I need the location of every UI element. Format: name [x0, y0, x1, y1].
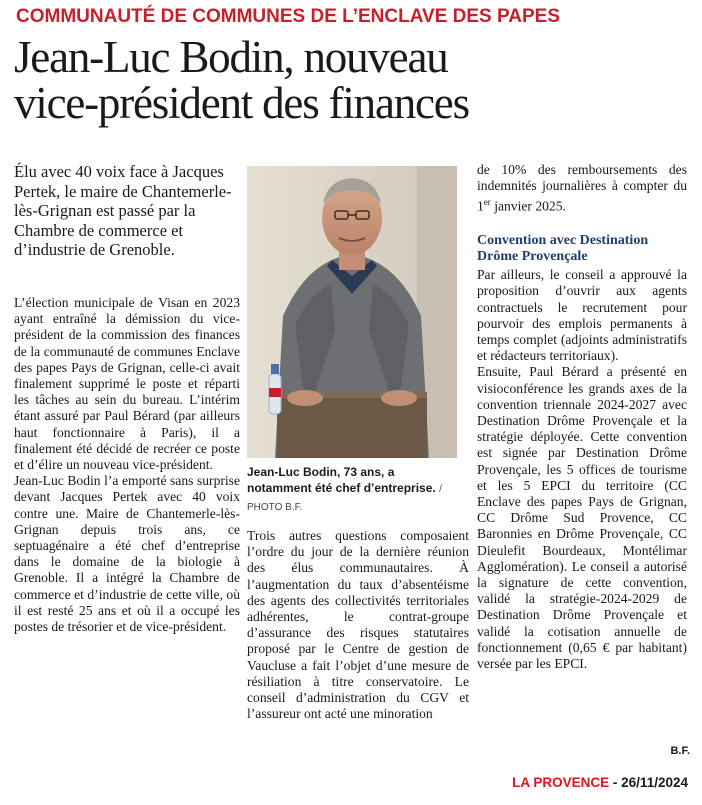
column-3-paragraph-0-end: janvier 2025.	[490, 198, 566, 214]
column-1-paragraph-1: L’élection municipale de Visan en 2023 ayant entraîné la démission du vice-président de la commission des finances de la communauté de communes Enclave des papes Pays de Grignan, celle-ci avait finalement supprimé le poste et réparti les tâches au sein du bureau. L’intérim étant assuré par Paul Bérard (par ailleurs haut fonctionnaire à Paris), il a finalement été décidé de recréer ce poste et d’élire un nouveau vice-président.	[14, 295, 240, 473]
column-3-paragraph-2: Ensuite, Paul Bérard a présenté en visioconférence les grands axes de la convention triennale 2024-2027 avec Destination Drôme Provençale et la stratégie déployée. Cette convention est signée par Destination Drôme Provençale, les 5 offices de tourisme et les 5 EPCI du territoire (CC Enclave des papes Pays de Grignan, CC Drôme Sud Provence, CC Baronnies en Drôme Provençale, CC Dieulefit Bourdeaux, Montélimar Agglomération). Le conseil a autorisé la signature de cette convention, validé la stratégie-2024-2029 de Destination Drôme Provençale et validé la cotisation annuelle de fonctionnement (0,65 € par habitant) versée par les EPCI.	[477, 364, 687, 672]
article-lede	[14, 162, 240, 260]
column-1-paragraph-2: Jean-Luc Bodin l’a emporté sans surprise devant Jacques Pertek avec 40 voix contre une. Maire de Chantemerle-lès-Grignan depuis trois ans, ce septuagénaire a été chef d’entreprise dans le domaine de la biologie à Grenoble. Il a intégré la Chambre de commerce et d’industrie de cette ville, où il est resté 25 ans et où il a occupé les postes de trésorier et de vice-président.	[14, 473, 240, 635]
publication-source	[470, 775, 688, 790]
column-3-paragraph-1: Par ailleurs, le conseil a approuvé la proposition d’ouvrir aux agents contractuels le recrutement pour pourvoir des emplois permanents à temps complet (adjoints administratifs et rédacteurs territoriaux).	[477, 267, 687, 364]
lede-text: Élu avec 40 voix face à Jacques Pertek, le maire de Chantemerle-lès-Grignan est passé par la Chambre de commerce et d’industrie de Grenoble.	[14, 162, 232, 260]
author-signature: B.F.	[670, 745, 690, 757]
ordinal-superscript: er	[483, 197, 491, 208]
column-1	[14, 295, 240, 635]
article-kicker: COMMUNAUTÉ DE COMMUNES DE L’ENCLAVE DES PAPES	[16, 6, 561, 27]
photo-caption	[247, 464, 462, 516]
article-photo	[247, 166, 457, 458]
headline-line-1: Jean-Luc Bodin, nouveau	[14, 32, 448, 82]
column-3	[477, 162, 687, 672]
publication-date: - 26/11/2024	[609, 775, 688, 790]
column-2-paragraph-1: Trois autres questions composaient l’ordre du jour de la dernière réunion des élus communautaires. À l’augmentation du taux d’absentéisme des agents des collectivités territoriales adhérentes, le contrat-groupe d’assurance des risques statutaires proposé par le Centre de gestion de Vaucluse a fait l’objet d’une mesure de résiliation à titre conservatoire. Le conseil d’administration du CGV et l’assureur ont acté une minoration	[247, 528, 469, 722]
column-3-paragraph-0	[477, 162, 687, 215]
photo-credit: / PHOTO B.F.	[247, 484, 442, 513]
column-2	[247, 528, 469, 722]
caption-text: Jean-Luc Bodin, 73 ans, a notamment été chef d’entreprise.	[247, 465, 436, 495]
publication-name: LA PROVENCE	[512, 775, 610, 790]
headline-line-2: vice-président des finances	[14, 78, 469, 128]
section-subhead: Convention avec Destination Drôme Provençale	[477, 233, 649, 265]
portrait-illustration	[247, 166, 457, 458]
column-3-paragraph-0-start: de 10% des remboursements des indemnités journalières à compter du 1	[477, 162, 687, 214]
article-headline	[14, 34, 694, 126]
